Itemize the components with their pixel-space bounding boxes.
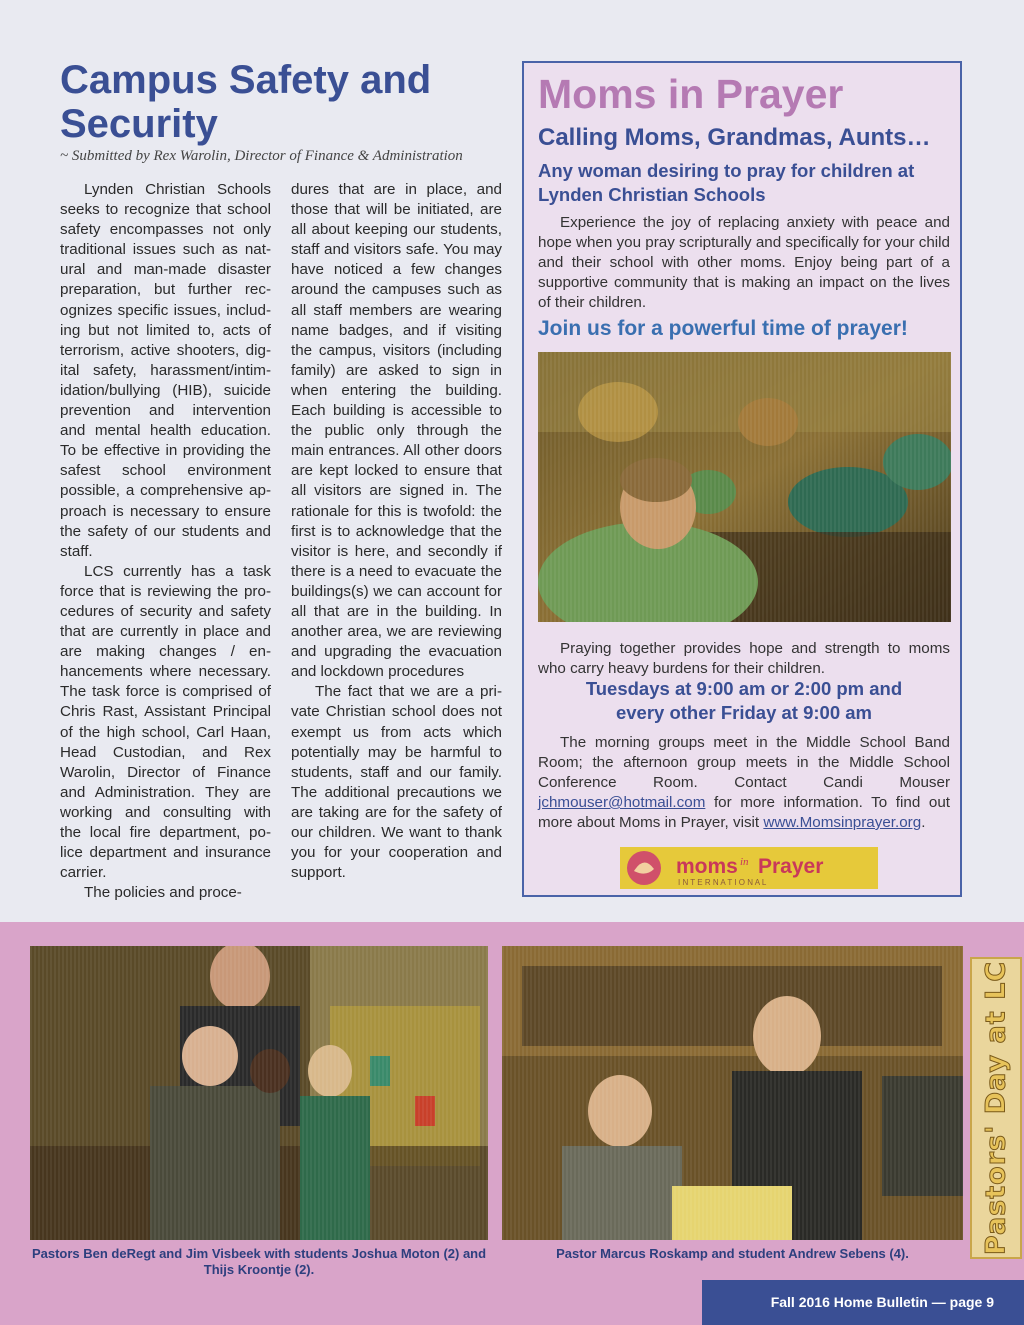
contact-email-link[interactable]: jchmouser@hotmail.com	[538, 794, 706, 811]
article-paragraph: The policies and proce-	[84, 884, 242, 902]
moms-title: Moms in Prayer	[538, 71, 844, 117]
moms-paragraph: The morning groups meet in the Middle School Band Room; the afternoon group meets in the Middle School Conference Room. Contact Candi Mouser jchmouser@hotmail.com for more information. To find out more about Moms in Prayer, visit www.Momsinprayer.org.	[538, 734, 950, 831]
article-column-2	[291, 180, 502, 883]
logo-word-moms: moms	[676, 855, 738, 878]
photo-caption-left: Pastors Ben deRegt and Jim Visbeek with students Joshua Moton (2) and Thijs Kroontje (2).	[31, 1246, 487, 1277]
page-footer: Fall 2016 Home Bulletin — page 9	[770, 1294, 994, 1310]
moms-in-prayer-logo	[620, 847, 878, 889]
footer-bar	[702, 1280, 1024, 1325]
moms-paragraph: Praying together provides hope and strength to moms who carry heavy burdens for their children.	[538, 640, 950, 677]
moms-body-1	[538, 213, 950, 313]
article-column-1	[60, 180, 271, 903]
photo-caption-right: Pastor Marcus Roskamp and student Andrew Sebens (4).	[556, 1246, 909, 1261]
moms-body-2	[538, 639, 950, 679]
moms-lead: Any woman desiring to pray for children at Lynden Christian Schools	[538, 160, 915, 205]
article-paragraph: dures that are in place, and those that will be initiated, are all about keeping our students, staff and visitors safe. You may have noticed a few changes around the campuses such as all staff members are wearing name badges, and if visiting the campus, visitors (including family) are asked to sign in when entering the building. Each building is accessible to the public only through the main entrances. All other doors are kept locked to ensure that all visitors are signed in. The rationale for this is twofold: the first is to acknowledge that the visitor is here, and secondly if there is a need to evacuate the buildings(s) we can account for all that are in the building. In another area, we are reviewing and upgrading the evacuation and lockdown procedures	[291, 181, 502, 681]
article-title: Campus Safety and Security	[60, 58, 432, 146]
moms-in-prayer-box	[522, 61, 962, 897]
pastors-photo-right	[502, 946, 963, 1240]
article-paragraph: Lynden Christian Schools seeks to recognize that school safety encompasses not only traditional issues such as natural and man-made disaster preparation, but further recognizes specific issues, including but not limited to, acts of terrorism, active shooters, digital safety, harassment/intimidation/bullying (HIB), suicide prevention and intervention and mental health education. To be effective in providing the safest school environment possible, a comprehensive approach is necessary to ensure the safety of our students and staff.	[60, 181, 271, 560]
logo-subtitle: I N T E R N A T I O N A L	[678, 878, 767, 887]
pastors-day-side-tab	[970, 957, 1022, 1259]
moms-body-3	[538, 733, 950, 833]
pastors-photo-left	[30, 946, 488, 1240]
article-paragraph: The fact that we are a private Christian school does not exempt us from acts which potentially may be harmful to students, staff and our family. The additional precautions we are taking are for the safety of our children. We want to thank you for your cooperation and support.	[291, 683, 502, 882]
article-byline: ~ Submitted by Rex Warolin, Director of Finance & Administration	[60, 148, 463, 164]
prayer-classroom-photo	[538, 352, 951, 622]
logo-word-prayer: Prayer	[758, 855, 824, 878]
website-link[interactable]: www.Momsinprayer.org	[763, 814, 922, 831]
logo-word-in: in	[740, 856, 749, 868]
moms-subtitle: Calling Moms, Grandmas, Aunts…	[538, 124, 931, 151]
side-tab-label: Pastors' Day at LC	[980, 960, 1012, 1256]
moms-join-heading: Join us for a powerful time of prayer!	[538, 317, 908, 340]
moms-paragraph: Experience the joy of replacing anxiety with peace and hope when you pray scripturally and specifically for your child and their school with other moms. Enjoy being part of a supportive community that is making an impact on the lives of their children.	[538, 214, 950, 311]
schedule-line: every other Friday at 9:00 am	[615, 702, 873, 723]
schedule-line: Tuesdays at 9:00 am or 2:00 pm and	[585, 678, 903, 699]
moms-schedule	[538, 677, 950, 725]
article-paragraph: LCS currently has a task force that is reviewing the procedures of security and safety that are currently in place and are making changes / enhancements where necessary. The task force is comprised of Chris Rast, Assistant Principal of the high school, Carl Haan, Head Custodian, and Rex Warolin, Director of Finance and Administration. They are working and consulting with the local fire department, police department and insurance carrier.	[60, 562, 271, 882]
